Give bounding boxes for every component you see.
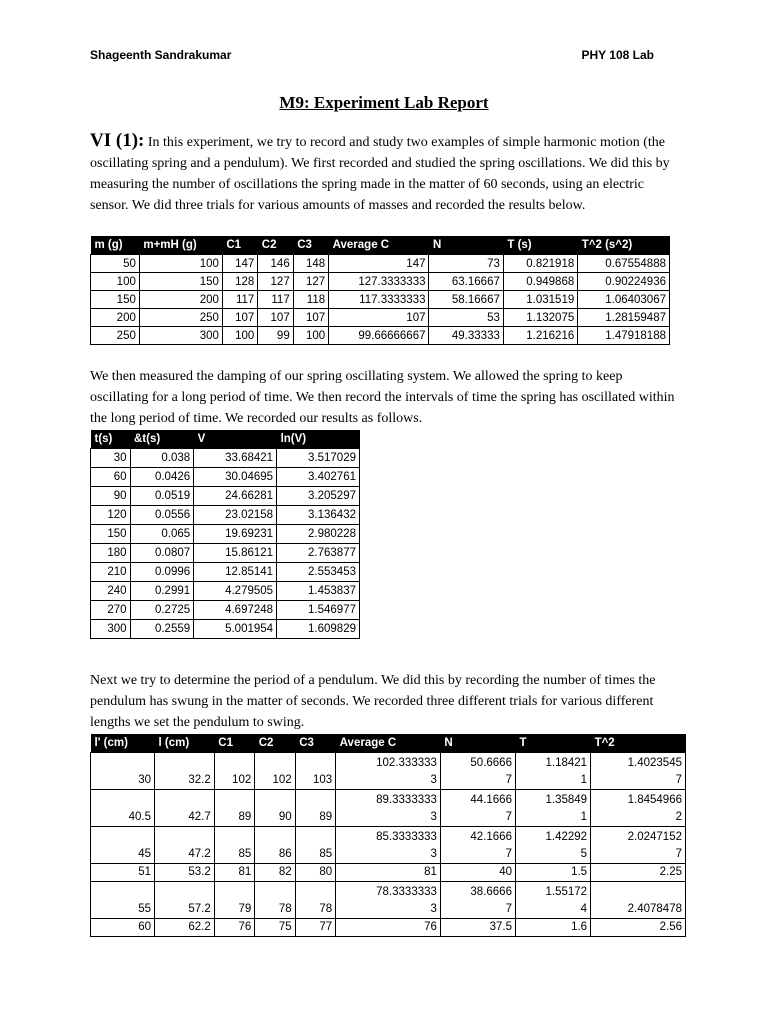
cell-line: 86 [278, 848, 292, 860]
table-cell: 53 [429, 309, 503, 327]
column-header: ln(V) [277, 430, 360, 449]
table-cell: 3.517029 [277, 449, 360, 468]
table-cell [515, 882, 590, 919]
cell-line: 2.56 [659, 921, 682, 933]
column-header: C3 [295, 734, 335, 753]
cell-line: 102 [272, 774, 292, 786]
table-row [91, 487, 360, 506]
cell-line: 89 [319, 811, 333, 823]
table-cell: 1.609829 [277, 620, 360, 639]
table-cell [515, 919, 590, 937]
table-cell [255, 827, 295, 864]
table-cell: 24.66281 [194, 487, 277, 506]
table-cell: 12.85141 [194, 563, 277, 582]
table-cell [295, 790, 335, 827]
table-cell: 127 [258, 273, 293, 291]
table-cell: 58.16667 [429, 291, 503, 309]
table-cell [336, 864, 441, 882]
table-cell: 30.04695 [194, 468, 277, 487]
cell-line: 103 [312, 774, 333, 786]
cell-line: 76 [238, 921, 252, 933]
cell-line: 40.5 [128, 811, 151, 823]
table-cell: 3.136432 [277, 506, 360, 525]
intro-paragraph [90, 130, 680, 216]
column-header: t(s) [91, 430, 131, 449]
table-cell [591, 753, 686, 790]
cell-line: 47.2 [188, 848, 211, 860]
table-cell: 240 [91, 582, 131, 601]
column-header: m+mH (g) [139, 236, 222, 255]
table-cell [336, 827, 441, 864]
cell-line: 53.2 [188, 866, 211, 878]
cell-line: 7 [675, 774, 682, 786]
column-header: N [440, 734, 515, 753]
table-cell: 180 [91, 544, 131, 563]
table-row [91, 790, 686, 827]
page-header [90, 48, 654, 62]
section-label: VI (1): [90, 130, 145, 151]
cell-line: 42.1666 [470, 831, 512, 843]
cell-line: 1.6 [571, 921, 588, 933]
table-cell: 1.216216 [503, 327, 577, 345]
table-cell [255, 882, 295, 919]
table-cell: 0.2725 [130, 601, 194, 620]
table-cell: 4.279505 [194, 582, 277, 601]
cell-line: 1 [580, 774, 588, 786]
table-row [91, 327, 670, 345]
cell-line: 7 [505, 811, 512, 823]
table-cell: 150 [139, 273, 222, 291]
cell-line: 76 [424, 921, 437, 933]
table-cell: 127 [293, 273, 328, 291]
cell-line: 32.2 [188, 774, 211, 786]
cell-line: 102 [232, 774, 252, 786]
table-cell [295, 864, 335, 882]
table-cell [155, 864, 215, 882]
cell-line: 38.6666 [470, 886, 512, 898]
table-cell: 73 [429, 255, 503, 273]
table-cell: 60 [91, 468, 131, 487]
cell-line: 7 [505, 848, 512, 860]
table-cell: 270 [91, 601, 131, 620]
cell-line: 45 [138, 848, 151, 860]
table-cell: 147 [329, 255, 429, 273]
table-cell: 0.0556 [130, 506, 194, 525]
table-cell: 107 [222, 309, 257, 327]
table-cell: 0.0519 [130, 487, 194, 506]
table-cell: 1.031519 [503, 291, 577, 309]
column-header: T (s) [503, 236, 577, 255]
table-cell: 117 [222, 291, 257, 309]
table-cell [214, 882, 254, 919]
cell-line: 50.6666 [470, 757, 512, 769]
table-row [91, 601, 360, 620]
table-cell: 128 [222, 273, 257, 291]
table-cell [155, 882, 215, 919]
cell-line: 89.3333333 [376, 794, 437, 806]
table-cell: 0.0426 [130, 468, 194, 487]
table-cell [591, 882, 686, 919]
table-cell: 2.763877 [277, 544, 360, 563]
cell-line: 81 [424, 866, 437, 878]
table-cell [255, 753, 295, 790]
cell-line: 1.18421 [545, 757, 588, 769]
table-cell: 23.02158 [194, 506, 277, 525]
table-row [91, 525, 360, 544]
column-header: C3 [293, 236, 328, 255]
table-row [91, 309, 670, 327]
table-cell [515, 827, 590, 864]
cell-line: 80 [319, 866, 333, 878]
table-cell [255, 790, 295, 827]
table-cell [591, 919, 686, 937]
cell-line: 77 [319, 921, 333, 933]
table-cell [515, 790, 590, 827]
cell-line: 79 [238, 903, 252, 915]
table-cell [214, 753, 254, 790]
table-row [91, 864, 686, 882]
spring-oscillation-table [90, 236, 670, 345]
table-cell: 200 [139, 291, 222, 309]
cell-line: 78 [278, 903, 292, 915]
table-cell: 107 [258, 309, 293, 327]
table-cell: 33.68421 [194, 449, 277, 468]
column-header: Average C [329, 236, 429, 255]
damping-table [90, 430, 360, 639]
cell-line: 78.3333333 [376, 886, 437, 898]
table-cell: 15.86121 [194, 544, 277, 563]
table-cell: 0.038 [130, 449, 194, 468]
table-cell [336, 919, 441, 937]
table-cell: 19.69231 [194, 525, 277, 544]
table-row [91, 255, 670, 273]
cell-line: 37.5 [489, 921, 512, 933]
table-row [91, 468, 360, 487]
table-cell: 117 [258, 291, 293, 309]
table-cell: 148 [293, 255, 328, 273]
column-header: l (cm) [155, 734, 215, 753]
cell-line: 3 [430, 848, 437, 860]
table-cell: 30 [91, 449, 131, 468]
cell-line: 7 [505, 903, 512, 915]
table-cell: 210 [91, 563, 131, 582]
table-cell: 5.001954 [194, 620, 277, 639]
table-cell: 1.546977 [277, 601, 360, 620]
table-cell: 0.065 [130, 525, 194, 544]
intro-text: In this experiment, we try to record and study two examples of simple harmonic motion (the oscillating spring and a pendulum). We first recorded and studied the spring oscillations. We did this by measuring the number of oscillations the spring made in the matter of 60 seconds, using an electric sensor. We did three trials for various amounts of masses and recorded the results below. [90, 135, 670, 213]
table-cell [255, 864, 295, 882]
cell-line: 85 [319, 848, 333, 860]
cell-line: 1.55172 [545, 886, 588, 898]
cell-line: 1.4023545 [627, 757, 682, 769]
column-header: C1 [222, 236, 257, 255]
cell-line: 75 [278, 921, 292, 933]
table-cell: 107 [329, 309, 429, 327]
table-row [91, 563, 360, 582]
table-cell: 120 [91, 506, 131, 525]
table-row [91, 506, 360, 525]
table-row [91, 620, 360, 639]
cell-line: 89 [238, 811, 252, 823]
report-title: M9: Experiment Lab Report [279, 93, 489, 112]
table-cell: 300 [91, 620, 131, 639]
table-cell [440, 827, 515, 864]
table-cell [515, 864, 590, 882]
course-name: PHY 108 Lab [581, 48, 654, 62]
cell-line: 85.3333333 [376, 831, 437, 843]
table-cell: 0.949868 [503, 273, 577, 291]
table-cell: 0.0807 [130, 544, 194, 563]
table-cell [214, 827, 254, 864]
column-header: C2 [255, 734, 295, 753]
table-cell: 117.3333333 [329, 291, 429, 309]
table-cell [255, 919, 295, 937]
table-cell: 99 [258, 327, 293, 345]
table-cell [91, 864, 155, 882]
table-row [91, 919, 686, 937]
cell-line: 90 [278, 811, 292, 823]
table-cell [91, 882, 155, 919]
cell-line: 60 [138, 921, 151, 933]
cell-line: 42.7 [188, 811, 211, 823]
table-cell: 0.2991 [130, 582, 194, 601]
table-cell [214, 919, 254, 937]
table-cell: 1.132075 [503, 309, 577, 327]
table-cell: 127.3333333 [329, 273, 429, 291]
damping-paragraph: We then measured the damping of our spring oscillating system. We allowed the spring to keep oscillating for a long period of time. We then record the intervals of time the spring has oscillated within the long period of time. We recorded our results as follows. [90, 369, 675, 426]
cell-line: 2 [675, 811, 682, 823]
cell-line: 57.2 [188, 903, 211, 915]
table-cell [440, 790, 515, 827]
cell-line: 7 [675, 848, 682, 860]
table-cell [336, 882, 441, 919]
cell-line: 81 [238, 866, 252, 878]
cell-line: 2.4078478 [627, 903, 682, 915]
cell-line: 102.333333 [376, 757, 437, 769]
table-cell: 2.553453 [277, 563, 360, 582]
column-header: Average C [336, 734, 441, 753]
table-cell: 2.980228 [277, 525, 360, 544]
cell-line: 1.8454966 [627, 794, 682, 806]
table-row [91, 544, 360, 563]
table-cell [515, 753, 590, 790]
table-row [91, 291, 670, 309]
cell-line: 85 [238, 848, 252, 860]
table-row [91, 273, 670, 291]
cell-line: 51 [138, 866, 151, 878]
table-cell: 0.821918 [503, 255, 577, 273]
column-header: m (g) [91, 236, 140, 255]
cell-line: 62.2 [188, 921, 211, 933]
table-cell [440, 919, 515, 937]
table-cell [591, 790, 686, 827]
column-header: &t(s) [130, 430, 194, 449]
table-cell [440, 882, 515, 919]
table-row [91, 449, 360, 468]
table-cell: 1.47918188 [578, 327, 670, 345]
table-cell: 100 [222, 327, 257, 345]
table-cell [214, 864, 254, 882]
column-header: T [515, 734, 590, 753]
table-cell: 3.205297 [277, 487, 360, 506]
cell-line: 1.5 [571, 866, 588, 878]
cell-line: 40 [499, 866, 512, 878]
table-cell [214, 790, 254, 827]
table-cell: 147 [222, 255, 257, 273]
cell-line: 78 [319, 903, 333, 915]
cell-line: 3 [430, 774, 437, 786]
table-cell: 1.28159487 [578, 309, 670, 327]
column-header: T^2 [591, 734, 686, 753]
cell-line: 82 [278, 866, 292, 878]
column-header: N [429, 236, 503, 255]
table-cell: 146 [258, 255, 293, 273]
table-cell [155, 753, 215, 790]
table-row [91, 882, 686, 919]
table-row [91, 753, 686, 790]
cell-line: 3 [430, 811, 437, 823]
table-cell: 150 [91, 525, 131, 544]
table-cell: 0.0996 [130, 563, 194, 582]
table-cell: 1.06403067 [578, 291, 670, 309]
table-cell: 118 [293, 291, 328, 309]
table-cell: 90 [91, 487, 131, 506]
table-cell [91, 827, 155, 864]
table-cell: 50 [91, 255, 140, 273]
cell-line: 55 [138, 903, 151, 915]
cell-line: 2.25 [659, 866, 682, 878]
table-cell [155, 790, 215, 827]
table-cell [336, 753, 441, 790]
table-cell [295, 882, 335, 919]
table-cell: 100 [139, 255, 222, 273]
table-cell: 150 [91, 291, 140, 309]
table-cell [591, 827, 686, 864]
table-cell [155, 919, 215, 937]
cell-line: 4 [580, 903, 588, 915]
table-cell [440, 864, 515, 882]
table-cell: 63.16667 [429, 273, 503, 291]
table-cell: 107 [293, 309, 328, 327]
cell-line: 3 [430, 903, 437, 915]
table-cell [295, 919, 335, 937]
table-cell [91, 753, 155, 790]
table-cell [591, 864, 686, 882]
table-row [91, 827, 686, 864]
table-cell [155, 827, 215, 864]
table-cell: 250 [91, 327, 140, 345]
cell-line: 30 [138, 774, 151, 786]
table-cell [91, 919, 155, 937]
table-cell [295, 753, 335, 790]
column-header: C1 [214, 734, 254, 753]
pendulum-paragraph: Next we try to determine the period of a pendulum. We did this by recording the number of times the pendulum has swung in the matter of seconds. We recorded three different trials for various different lengths we set the pendulum to swing. [90, 673, 656, 730]
table-cell [295, 827, 335, 864]
table-cell: 99.66666667 [329, 327, 429, 345]
table-cell: 49.33333 [429, 327, 503, 345]
table-row [91, 582, 360, 601]
table-cell [336, 790, 441, 827]
table-cell [440, 753, 515, 790]
table-cell: 100 [293, 327, 328, 345]
table-cell: 300 [139, 327, 222, 345]
cell-line: 1 [580, 811, 588, 823]
cell-line: 44.1666 [470, 794, 512, 806]
table-cell: 250 [139, 309, 222, 327]
column-header: C2 [258, 236, 293, 255]
column-header: T^2 (s^2) [578, 236, 670, 255]
cell-line: 2.0247152 [627, 831, 682, 843]
table-cell [91, 790, 155, 827]
table-cell: 0.67554888 [578, 255, 670, 273]
table-cell: 1.453837 [277, 582, 360, 601]
cell-line: 1.35849 [545, 794, 588, 806]
table-cell: 0.90224936 [578, 273, 670, 291]
table-cell: 0.2559 [130, 620, 194, 639]
cell-line: 7 [505, 774, 512, 786]
cell-line: 5 [580, 848, 588, 860]
author-name: Shageenth Sandrakumar [90, 48, 232, 62]
table-cell: 4.697248 [194, 601, 277, 620]
pendulum-table [90, 734, 686, 937]
table-cell: 3.402761 [277, 468, 360, 487]
table-cell: 100 [91, 273, 140, 291]
column-header: l' (cm) [91, 734, 155, 753]
table-cell: 200 [91, 309, 140, 327]
cell-line: 1.42292 [545, 831, 588, 843]
column-header: V [194, 430, 277, 449]
